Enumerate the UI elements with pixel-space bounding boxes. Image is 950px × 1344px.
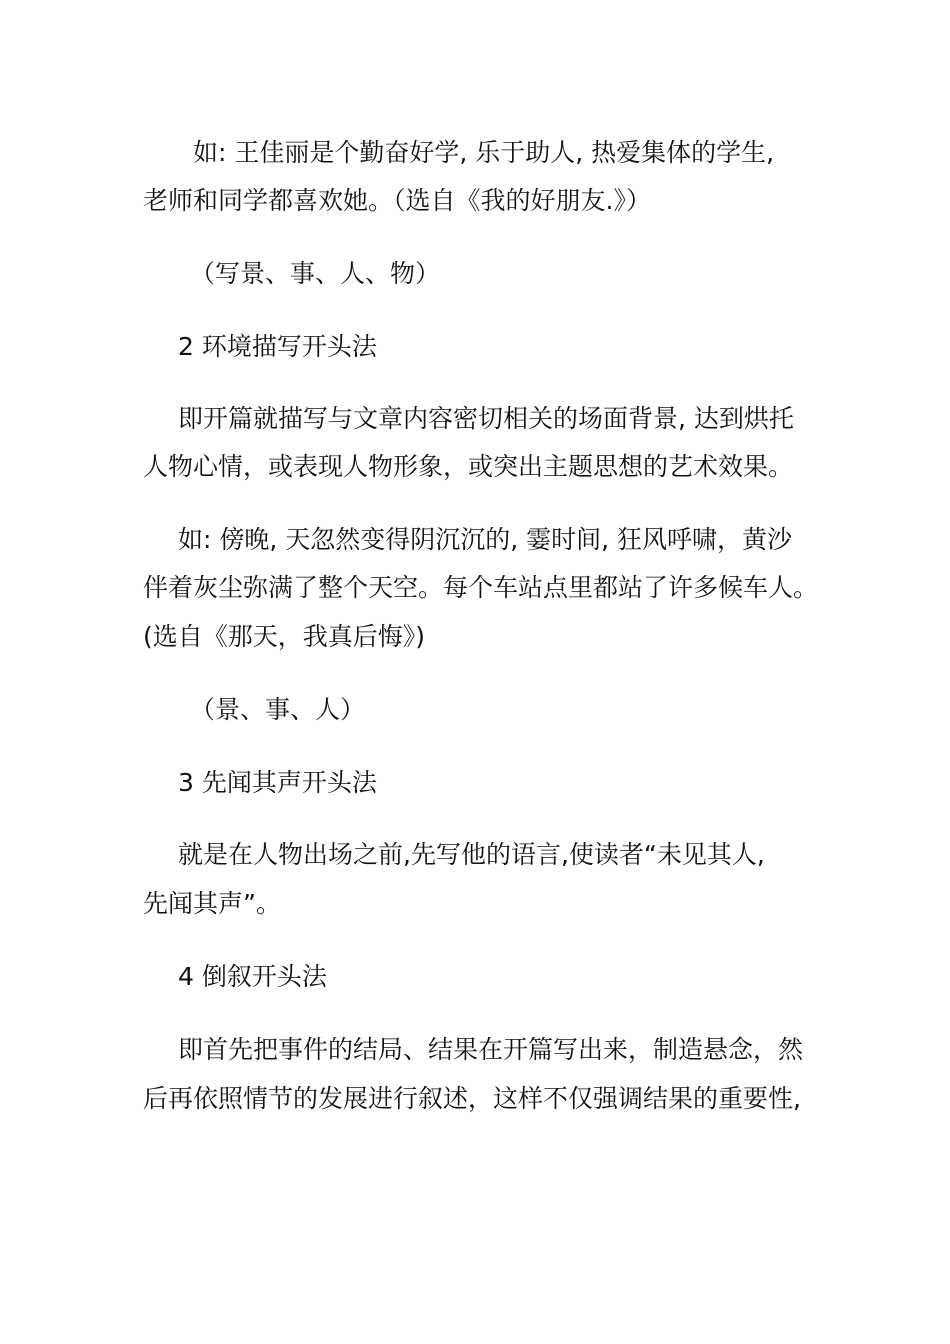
note-line-1: （写景、事、人、物）	[190, 259, 441, 288]
body-line-2: 人物心情，或表现人物形象，或突出主题思想的艺术效果。	[143, 452, 794, 481]
body-line-4: 先闻其声”。	[143, 889, 281, 918]
body-line-6: 后再依照情节的发展进行叙述，这样不仅强调结果的重要性,	[143, 1084, 801, 1113]
heading-2: 2 环境描写开头法	[178, 332, 377, 361]
example-line-1: 如: 王佳丽是个勤奋好学, 乐于助人, 热爱集体的学生,	[193, 138, 775, 167]
body-line-5: 即首先把事件的结局、结果在开篇写出来，制造悬念，然	[178, 1035, 804, 1064]
example-line-5: (选自《那天，我真后悔》)	[143, 622, 426, 651]
body-line-1: 即开篇就描写与文章内容密切相关的场面背景, 达到烘托	[178, 404, 794, 433]
heading-3: 3 先闻其声开头法	[178, 768, 377, 797]
note-line-2: （景、事、人）	[190, 695, 366, 724]
example-line-2: 老师和同学都喜欢她。（选自《我的好朋友.》）	[143, 186, 651, 215]
example-line-4: 伴着灰尘弥满了整个天空。每个车站点里都站了许多候车人。	[143, 573, 819, 602]
example-line-3: 如: 傍晚, 天忽然变得阴沉沉的, 霎时间, 狂风呼啸，黄沙	[178, 525, 793, 554]
body-line-3: 就是在人物出场之前,先写他的语言,使读者“未见其人,	[178, 840, 765, 869]
heading-4: 4 倒叙开头法	[178, 962, 327, 991]
